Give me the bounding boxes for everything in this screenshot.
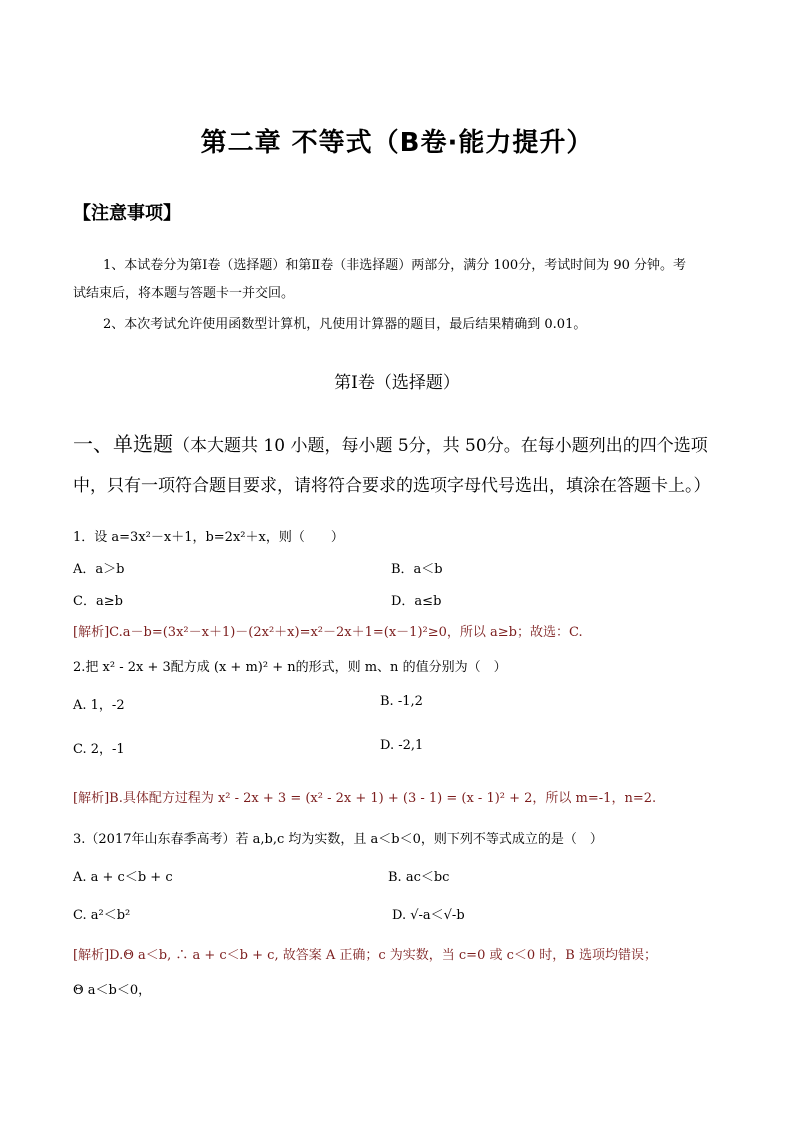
question-3-option-d: D. √-a＜√-b [392,908,465,923]
question-3-option-b: B. ac＜bc [388,870,450,885]
question-1-option-c: C．a≥b [73,594,123,609]
question-1-option-d: D．a≤b [391,594,442,609]
section-label: 一、单选题 [73,432,173,456]
question-3-option-a: A. a + c＜b + c [73,870,173,885]
question-2-stem: 2.把 x² - 2x + 3配方成 (x + m)² + n的形式，则 m、n 的值分别为（ ） [73,660,507,675]
notice-heading: 【注意事项】 [73,203,181,224]
question-1-stem: 1．设 a=3x²－x＋1，b=2x²＋x，则（ ） [73,530,344,545]
question-1-option-b: B．a＜b [391,562,443,577]
question-1-option-a: A．a＞b [73,562,125,577]
question-2-option-a: A. 1，-2 [73,698,125,713]
notice-item-2: 2、本次考试允许使用函数型计算机，凡使用计算器的题目，最后结果精确到 0.01。 [103,317,587,332]
question-3-stem: 3.（2017年山东春季高考）若 a,b,c 均为实数，且 a＜b＜0，则下列不等式成立的是（ ） [73,832,603,847]
question-1-solution: [解析]C.a－b=(3x²－x＋1)－(2x²＋x)=x²－2x＋1=(x－1)²≥0，所以 a≥b；故选：C. [73,625,583,640]
question-2-option-b: B. -1,2 [380,694,423,709]
question-3-solution-line-1: [解析]D.Θ a＜b, ∴ a + c＜b + c, 故答案 A 正确；c 为实数，当 c=0 或 c＜0 时，B 选项均错误； [73,948,657,963]
question-3-solution-line-2: Θ a＜b＜0， [73,983,152,998]
question-2-option-d: D. -2,1 [380,738,424,753]
notice-item-1 [73,252,686,308]
question-2-option-c: C. 2，-1 [73,742,125,757]
volume-title: 第Ⅰ卷（选择题） [334,373,460,393]
page-title: 第二章 不等式（B卷·能力提升） [200,128,594,158]
section-heading [73,424,723,506]
notice-item-1-line-1: 1、本试卷分为第Ⅰ卷（选择题）和第Ⅱ卷（非选择题）两部分，满分 100分，考试时间为 90 分钟。考 [103,258,686,273]
question-2-solution: [解析]B.具体配方过程为 x² - 2x + 3 = (x² - 2x + 1) + (3 - 1) = (x - 1)² + 2，所以 m=-1，n=2. [73,791,657,806]
notice-item-1-line-2: 试结束后，将本题与答题卡一并交回。 [73,286,295,301]
question-3-option-c: C. a²＜b² [73,908,131,923]
section-description: （本大题共 10 小题，每小题 5分，共 50分。在每小题列出的四个选项中，只有一项符合题目要求，请将符合要求的选项字母代号选出，填涂在答题卡上。） [73,436,711,496]
question-3-solution [73,944,723,998]
